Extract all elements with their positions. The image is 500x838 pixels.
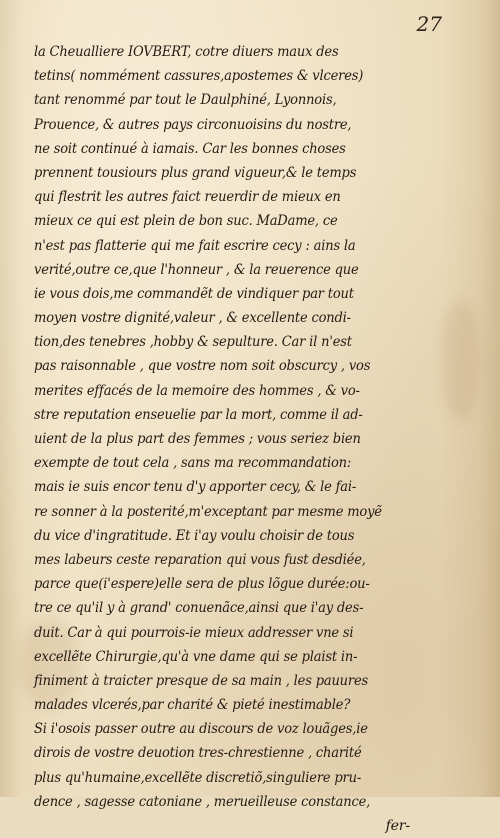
text-line: n'est pas flatterie qui me fait escrire cecy : ains la: [34, 237, 356, 254]
text-line: malades vlcerés,par charité & pieté inestimable?: [34, 697, 351, 714]
text-line: mieux ce qui est plein de bon suc. MaDame, ce: [34, 213, 338, 230]
text-line: Prouence, & autres pays circonuoisins du nostre,: [34, 116, 352, 133]
text-line: merites effacés de la memoire des hommes , & vo-: [34, 382, 360, 399]
text-line: finiment à traicter presque de sa main , les pauures: [34, 672, 369, 689]
text-line: ie vous dois,me commandẽt de vindiquer par tout: [34, 285, 354, 302]
text-line: re sonner à la posterité,m'exceptant par mesme moyẽ: [34, 503, 382, 520]
text-line: prennent tousiours plus grand vigueur,& le temps: [34, 164, 357, 181]
text-line: duit. Car à qui pourrois-ie mieux addresser vne si: [34, 624, 354, 641]
paper-stain: [440, 300, 480, 420]
text-line: du vice d'ingratitude. Et i'ay voulu choisir de tous: [34, 527, 355, 544]
text-line: uient de la plus part des femmes ; vous seriez bien: [34, 431, 361, 447]
text-line: moyen vostre dignité,valeur , & excellente condi-: [34, 310, 351, 327]
text-line: la Cheuallierе IOVBERT, cotre diuers maux des: [34, 44, 339, 60]
text-line: verité,outre ce,que l'honneur , & la reuerence que: [34, 261, 359, 278]
text-line: stre reputation enseuelie par la mort, comme il ad-: [34, 406, 363, 423]
text-line: plus qu'humaine,excellẽte discretiõ,singuliere pru-: [34, 769, 362, 786]
text-line: exempte de tout cela , sans ma recommandation:: [34, 455, 352, 472]
page-number: 27: [416, 12, 442, 36]
text-line: tion,des tenebres ,hobby & sepulture. Car il n'est: [34, 334, 352, 351]
text-line: mes labeurs ceste reparation qui vous fust desdiée,: [34, 551, 366, 568]
text-line: parce que(i'espere)elle sera de plus lõgue durée:ou-: [34, 576, 370, 593]
text-line: tetins( nommément cassures,apostemes & vlceres): [34, 68, 364, 85]
text-line: mais ie suis encor tenu d'y apporter cecy, & le fai-: [34, 479, 357, 496]
catchword: fer-: [385, 818, 410, 834]
body-text: [34, 40, 414, 838]
text-line: tant renommé par tout le Daulphiné, Lyonnois,: [34, 92, 337, 109]
text-line: ne soit continué à iamais. Car les bonnes choses: [34, 140, 346, 157]
text-line: dirois de vostre deuotion tres-chrestienne , charité: [34, 745, 362, 762]
text-line: Si i'osois passer outre au discours de voz louãges,ie: [34, 721, 368, 738]
text-line: qui flestrit les autres faict reuerdir de mieux en: [34, 189, 341, 206]
text-line: tre ce qu'il y à grand' conuenãce,ainsi que i'ay des-: [34, 600, 364, 617]
text-line: pas raisonnable , que vostre nom soit obscurcy , vos: [34, 358, 371, 375]
text-line: dence , sagesse catoniane , merueilleuse constance,: [34, 793, 371, 810]
text-line: excellẽte Chirurgie,qu'à vne dame qui se plaist in-: [34, 648, 358, 665]
